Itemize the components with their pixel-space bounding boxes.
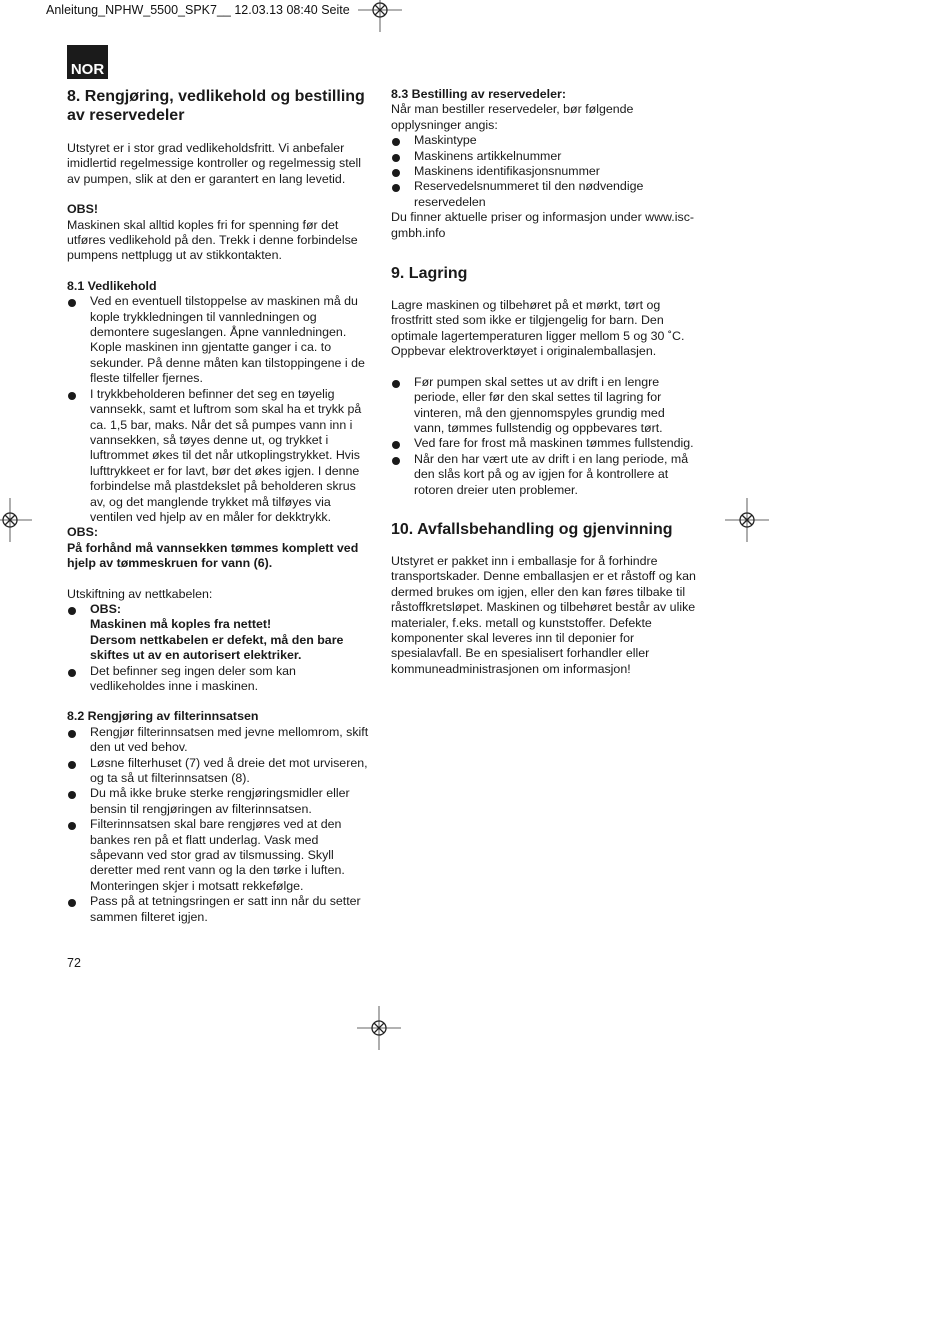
section-8-3-title: 8.3 Bestilling av reservedeler: — [391, 87, 566, 101]
list-item-text: Pass på at tetningsringen er satt inn når du setter sammen filteret igjen. — [90, 894, 361, 924]
obs1-text: Maskinen skal alltid koples fri for spenning før det utføres vedlikehold på den. Trekk i denne forbindelse pumpens nettplugg ut av stikkontakten. — [67, 217, 358, 263]
list-item-text: Du må ikke bruke sterke rengjøringsmidler eller bensin til rengjøringen av filterinnsatsen. — [90, 786, 350, 816]
list-item — [67, 894, 370, 925]
list-item-text: Det befinner seg ingen deler som kan vedlikeholdes inne i maskinen. — [90, 663, 296, 693]
bullet-icon — [392, 154, 400, 162]
bullet-icon — [68, 392, 76, 400]
left-column — [67, 87, 370, 925]
list-item — [391, 452, 696, 498]
cable-list — [67, 602, 370, 694]
section-9-list — [391, 375, 696, 498]
section-8-1-list — [67, 294, 370, 525]
section-10-text: Utstyret er pakket inn i emballasje for å forhindre transportskader. Denne emballasjen er et råstoff og kan dermed brukes om igjen, eller den kan føres tilbake til råstoffkretsløpet. Maskinen og tilbehøret består av ulike materialer, f.eks. metall og kunststoffer. Defekte komponenter skal leveres inn til deponier for spesialavfall. Be en spesialisert forhandler eller kommuneadministrasjonen om informasjon! — [391, 553, 696, 676]
list-item-text: I trykkbeholderen befinner det seg en tøyelig vannsekk, samt et luftrom som skal ha et trykk på ca. 1,5 bar, maks. Når det så pumpes vann inn i vannsekken, så tøyes denne ut, og trykket i luftrommet økes til det når utkoplingstrykket. Hvis lufttrykkeet er for lavt, bør det økes igjen. I denne forbindelse må plastdekslet på beholderen skrus av, og det manglende trykket må tilføyes via ventilen ved hjelp av en måler for dekktrykk. — [90, 386, 362, 524]
page-number: 72 — [67, 956, 81, 970]
registration-mark-icon — [725, 498, 769, 542]
list-item — [67, 786, 370, 817]
section-9-text: Lagre maskinen og tilbehøret på et mørkt, tørt og frostfritt sted som ikke er tilgjengelig for barn. Den optimale lagertemperaturen ligger mellom 5 og 30 ˚C. Oppbevar elektroverktøyet i originalemballasjen. — [391, 298, 685, 359]
list-item — [67, 725, 370, 756]
bullet-icon — [392, 169, 400, 177]
list-item — [67, 756, 370, 787]
bullet-icon — [68, 607, 76, 615]
list-item-text: Filterinnsatsen skal bare rengjøres ved at den bankes ren på et flatt underlag. Vask med såpevann ved stor grad av tilsmussing. Skyll deretter med rent vann og la den tørke i luften. Monteringen skjer i motsatt rekkefølge. — [90, 817, 345, 893]
list-item — [67, 294, 370, 386]
cable-obs-line2: Dersom nettkabelen er defekt, må den bare skiftes ut av en autorisert elektriker. — [90, 632, 344, 663]
registration-mark-icon — [357, 1006, 401, 1050]
list-item — [391, 133, 696, 148]
list-item-text: Før pumpen skal settes ut av drift i en lengre periode, eller før den skal settes til lagring for vinteren, må den gjennomspyles grundig med vann, tømmes fullstendig og oppbevares tørt. — [414, 374, 665, 435]
list-item-text: Maskinens identifikasjonsnummer — [414, 164, 600, 179]
obs1-title: OBS! — [67, 202, 98, 217]
list-item-text: Rengjør filterinnsatsen med jevne mellomrom, skift den ut ved behov. — [90, 724, 369, 755]
list-item-text: Ved en eventuell tilstoppelse av maskinen må du kople trykkledningen til vannledningen og demontere sugeslangen. Åpne vannledningen. Kople maskinen inn gjentatte ganger i ca. to sekunder. På denne måten kan tilstoppingene i de fleste tilfeller fjernes. — [90, 294, 365, 386]
list-item — [67, 817, 370, 894]
list-item — [67, 602, 370, 664]
list-item — [391, 149, 696, 164]
language-badge — [67, 45, 108, 79]
section-8-heading: 8. Rengjøring, vedlikehold og bestilling av reservedeler — [67, 88, 365, 124]
section-8-3-outro: Du finner aktuelle priser og informasjon under www.isc-gmbh.info — [391, 210, 695, 240]
list-item-text: Reservedelsnummeret til den nødvendige reservedelen — [414, 179, 644, 209]
list-item — [67, 664, 370, 695]
bullet-icon — [392, 380, 400, 388]
registration-mark-icon — [358, 0, 402, 32]
bullet-icon — [68, 669, 76, 677]
list-item-text: Maskinens artikkelnummer — [414, 148, 562, 163]
bullet-icon — [68, 822, 76, 830]
cable-intro: Utskiftning av nettkabelen: — [67, 586, 213, 601]
list-item-text: Løsne filterhuset (7) ved å dreie det mot urviseren, og ta så ut filterinnsatsen (8). — [90, 755, 368, 786]
bullet-icon — [392, 138, 400, 146]
bullet-icon — [68, 730, 76, 738]
list-item — [391, 179, 696, 210]
section-9-heading: 9. Lagring — [391, 265, 468, 283]
section-8-2-title: 8.2 Rengjøring av filterinnsatsen — [67, 709, 259, 724]
cable-obs-line1: Maskinen må koples fra nettet! — [90, 617, 272, 632]
bullet-icon — [68, 899, 76, 907]
bullet-icon — [68, 791, 76, 799]
bullet-icon — [68, 299, 76, 307]
bullet-icon — [68, 761, 76, 769]
bullet-icon — [392, 441, 400, 449]
list-item — [67, 387, 370, 526]
list-item — [391, 436, 696, 451]
section-10-heading: 10. Avfallsbehandling og gjenvinning — [391, 520, 673, 538]
list-item-text: Ved fare for frost må maskinen tømmes fullstendig. — [414, 436, 694, 451]
file-header: Anleitung_NPHW_5500_SPK7__ 12.03.13 08:40 Seite — [46, 3, 350, 17]
list-item-text: Maskintype — [414, 133, 477, 148]
section-8-2-list — [67, 725, 370, 925]
cable-obs-title: OBS: — [90, 601, 121, 616]
obs2-text: På forhånd må vannsekken tømmes komplett ved hjelp av tømmeskruen for vann (6). — [67, 540, 359, 571]
section-8-1-title: 8.1 Vedlikehold — [67, 278, 157, 293]
intro-paragraph: Utstyret er i stor grad vedlikeholdsfritt. Vi anbefaler imidlertid regelmessige kontroller og regelmessig stell av pumpen, slik at den er garantert en lang levetid. — [67, 141, 362, 186]
list-item — [391, 375, 696, 437]
list-item — [391, 164, 696, 179]
language-badge-label: NOR — [70, 61, 105, 78]
bullet-icon — [392, 184, 400, 192]
right-column — [391, 87, 696, 677]
obs2-title: OBS: — [67, 525, 98, 540]
section-8-3-intro: Når man bestiller reservedeler, bør følgende opplysninger angis: — [391, 102, 634, 132]
list-item-text: Når den har vært ute av drift i en lang periode, må den slås kort på og av igjen for å kontrollere at rotoren dreier uten problemer. — [414, 451, 689, 497]
bullet-icon — [392, 457, 400, 465]
section-8-3-list — [391, 133, 696, 210]
registration-mark-icon — [0, 498, 32, 542]
